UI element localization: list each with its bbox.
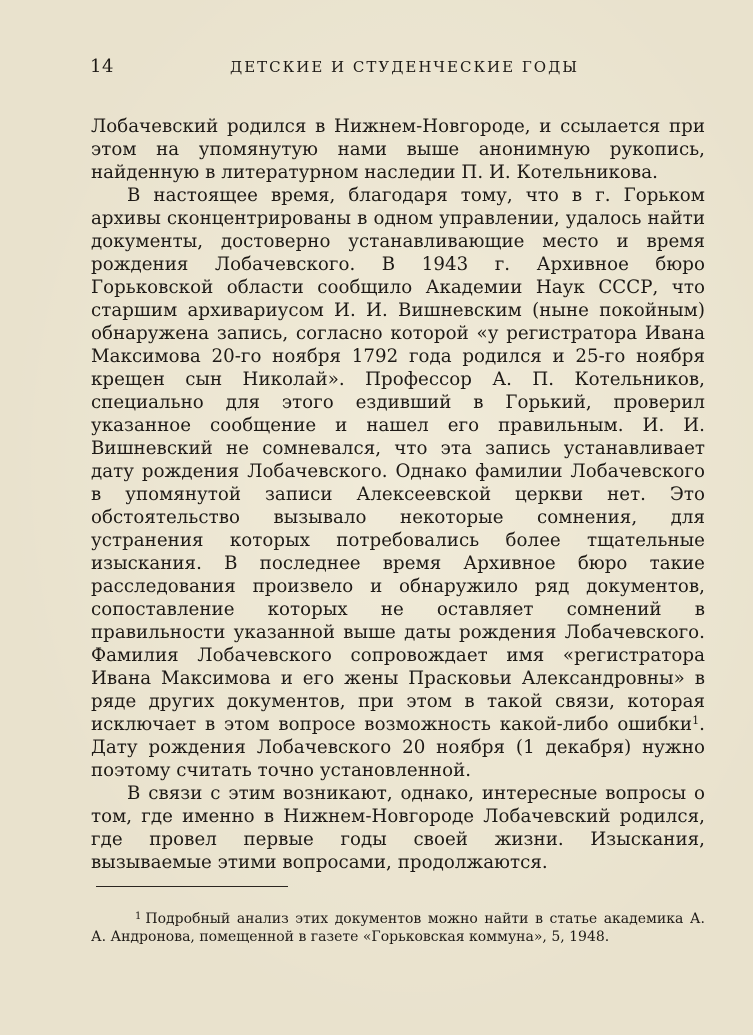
footnote-text: Подробный анализ этих документов можно найти в статье академика А. А. Андронова, помещенной в газете «Горьковская коммуна», 5, 1948. [91,911,705,945]
footnote-reference[interactable]: 1 [692,714,700,727]
page-header [90,56,704,86]
paragraph-3: В связи с этим возникают, однако, интересные вопросы о том, где именно в Нижнем-Новгороде Лобачевский родился, где провел первые годы своей жизни. Изыскания, вызываемые этими вопросами, продолжаются. [91,783,705,873]
footnote-divider [96,886,288,887]
running-title: ДЕТСКИЕ И СТУДЕНЧЕСКИЕ ГОДЫ [230,58,580,76]
paragraph-2 [91,184,705,782]
main-text [91,115,705,874]
footnote-marker: 1 [135,911,142,922]
page-number: 14 [90,56,114,77]
footnote [91,910,705,946]
paragraph-2-tail: . Дату рождения Лобачевского 20 ноября (1 декабря) нужно поэтому считать точно установленной. [91,714,705,781]
paragraph-2-text: В настоящее время, благодаря тому, что в г. Горьком архивы сконцентрированы в одном управлении, удалось найти документы, достоверно устанавливающие место и время рождения Лобачевского. В 1943 г. Архивное бюро Горьковской области сообщило Академии Наук СССР, что старшим архивариусом И. И. Вишневским (ныне покойным) обнаружена запись, согласно которой «у регистратора Ивана Максимова 20-го ноября 1792 года родился и 25-го ноября крещен сын Николай». Профессор А. П. Котельников, специально для этого ездивший в Горький, проверил указанное сообщение и нашел его правильным. И. И. Вишневский не сомневался, что эта запись устанавливает дату рождения Лобачевского. Однако фамилии Лобачевского в упомянутой записи Алексеевской церкви нет. Это обстоятельство вызывало некоторые сомнения, для устранения которых потребовались более тщательные изыскания. В последнее время Архивное бюро такие расследования произвело и обнаружило ряд документов, сопоставление которых не оставляет сомнений в правильности указанной выше даты рождения Лобачевского. Фамилия Лобачевского сопровождает имя «регистратора Ивана Максимова и его жены Прасковьи Александровны» в ряде других документов, при этом в такой связи, которая исключает в этом вопросе возможность какой-либо ошибки [91,185,705,735]
paragraph-1: Лобачевский родился в Нижнем-Новгороде, и ссылается при этом на упомянутую нами выше анонимную рукопись, найденную в литературном наследии П. И. Котельникова. [91,116,705,183]
